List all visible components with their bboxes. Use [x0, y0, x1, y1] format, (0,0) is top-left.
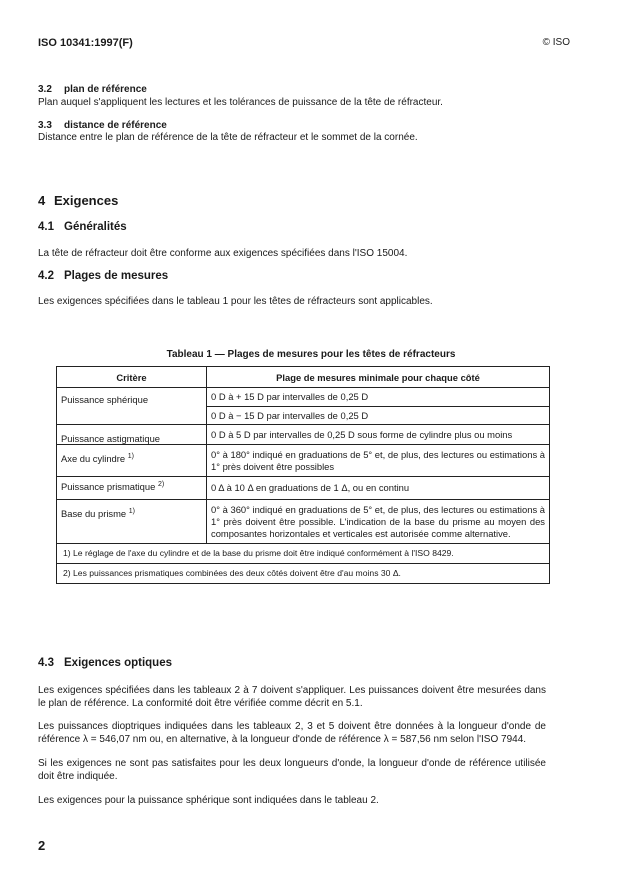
- range-cell: 0° à 180° indiqué en graduations de 5° et, de plus, des lectures ou estimations à 1° près doivent être possibles: [207, 445, 550, 477]
- term-3-2-heading: [38, 84, 147, 95]
- document-reference: ISO 10341:1997(F): [38, 37, 133, 49]
- table-row: [57, 500, 550, 544]
- section-4-3-paragraph: Les puissances dioptriques indiquées dans les tableaux 2, 3 et 5 doivent être données à la longueur d'onde de référence λ = 546,07 nm ou, en alternative, à la longueur d'onde de référence λ = 587,56 nm selon l'ISO 7944.: [38, 721, 546, 745]
- section-number: 4.3: [38, 657, 54, 669]
- table-row: [57, 445, 550, 477]
- section-4-heading: [38, 193, 118, 208]
- criterion-cell: [57, 388, 207, 425]
- section-4-3-paragraph: Les exigences spécifiées dans les tableaux 2 à 7 doivent s'appliquer. Les puissances doivent être mesurées dans le plan de référence. La conformité doit être vérifiée comme décrit en 5.1.: [38, 685, 546, 709]
- criterion-label: Puissance sphérique: [61, 394, 149, 405]
- section-4-2-heading: [38, 270, 168, 282]
- footnote-ref: 1): [128, 507, 135, 515]
- term-3-3-definition: Distance entre le plan de référence de la tête de réfracteur et le sommet de la cornée.: [38, 132, 418, 143]
- table-footnote: 2) Les puissances prismatiques combinées des deux côtés doivent être d'au moins 30 Δ.: [57, 564, 550, 584]
- term-3-2-definition: Plan auquel s'appliquent les lectures et les tolérances de puissance de la tête de réfracteur.: [38, 97, 443, 108]
- term-name: plan de référence: [64, 84, 147, 95]
- copyright-mark: © ISO: [542, 37, 570, 48]
- term-number: 3.2: [38, 84, 52, 95]
- range-cell: 0 Δ à 10 Δ en graduations de 1 Δ, ou en continu: [207, 477, 550, 500]
- table-header-row: [57, 367, 550, 388]
- table-row: [57, 477, 550, 500]
- range-cell: [207, 388, 550, 425]
- section-4-3-heading: [38, 657, 172, 669]
- section-4-3-paragraph: Si les exigences ne sont pas satisfaites pour les deux longueurs d'onde, la longueur d'onde de référence utilisée doit être indiquée.: [38, 758, 546, 782]
- table-row: [57, 425, 550, 445]
- section-title: Généralités: [64, 221, 127, 233]
- term-name: distance de référence: [64, 120, 167, 131]
- criterion-cell: [57, 477, 207, 500]
- column-header-range: Plage de mesures minimale pour chaque côté: [207, 367, 550, 388]
- range-cell: 0° à 360° indiqué en graduations de 5° et, de plus, des lectures ou estimations à 1° près doivent être possible. L'indication de la base du prisme au moyen des composantes horizontales et verticales est autorisée comme alternative.: [207, 500, 550, 544]
- term-3-3-heading: [38, 120, 167, 131]
- page-number: 2: [38, 838, 46, 853]
- section-title: Plages de mesures: [64, 270, 169, 282]
- footnote-ref: 2): [157, 480, 165, 488]
- section-number: 4: [38, 193, 46, 208]
- range-cell: 0 D à 5 D par intervalles de 0,25 D sous forme de cylindre plus ou moins: [207, 425, 550, 445]
- table-footnote-row: [57, 544, 550, 564]
- criterion-cell: [57, 500, 207, 544]
- section-number: 4.1: [38, 221, 54, 233]
- table-caption: Tableau 1 — Plages de mesures pour les têtes de réfracteurs: [166, 349, 456, 360]
- criterion-label: Base du prisme: [61, 508, 127, 519]
- column-header-criterion: Critère: [57, 367, 207, 388]
- range-value: 0 D à + 15 D par intervalles de 0,25 D: [211, 391, 369, 402]
- criterion-cell: [57, 425, 207, 445]
- criterion-label: Puissance astigmatique: [61, 433, 161, 444]
- section-4-2-text: Les exigences spécifiées dans le tableau 1 pour les têtes de réfracteurs sont applicables.: [38, 296, 433, 307]
- measurement-range-table: [56, 366, 550, 584]
- section-title: Exigences optiques: [64, 657, 173, 669]
- section-4-1-text: La tête de réfracteur doit être conforme aux exigences spécifiées dans l'ISO 15004.: [38, 248, 408, 259]
- criterion-label: Puissance prismatique: [61, 481, 156, 492]
- section-title: Exigences: [54, 193, 119, 208]
- table-footnote-row: [57, 564, 550, 584]
- section-4-3-paragraph: Les exigences pour la puissance sphérique sont indiquées dans le tableau 2.: [38, 795, 379, 806]
- section-number: 4.2: [38, 270, 54, 282]
- section-4-1-heading: [38, 221, 127, 233]
- range-value: 0 D à − 15 D par intervalles de 0,25 D: [207, 406, 549, 424]
- term-number: 3.3: [38, 120, 52, 131]
- criterion-label: Axe du cylindre: [61, 453, 126, 464]
- table-row: [57, 388, 550, 425]
- table-footnote: 1) Le réglage de l'axe du cylindre et de la base du prisme doit être indiqué conformément à l'ISO 8429.: [57, 544, 550, 564]
- criterion-cell: [57, 445, 207, 477]
- footnote-ref: 1): [127, 452, 134, 460]
